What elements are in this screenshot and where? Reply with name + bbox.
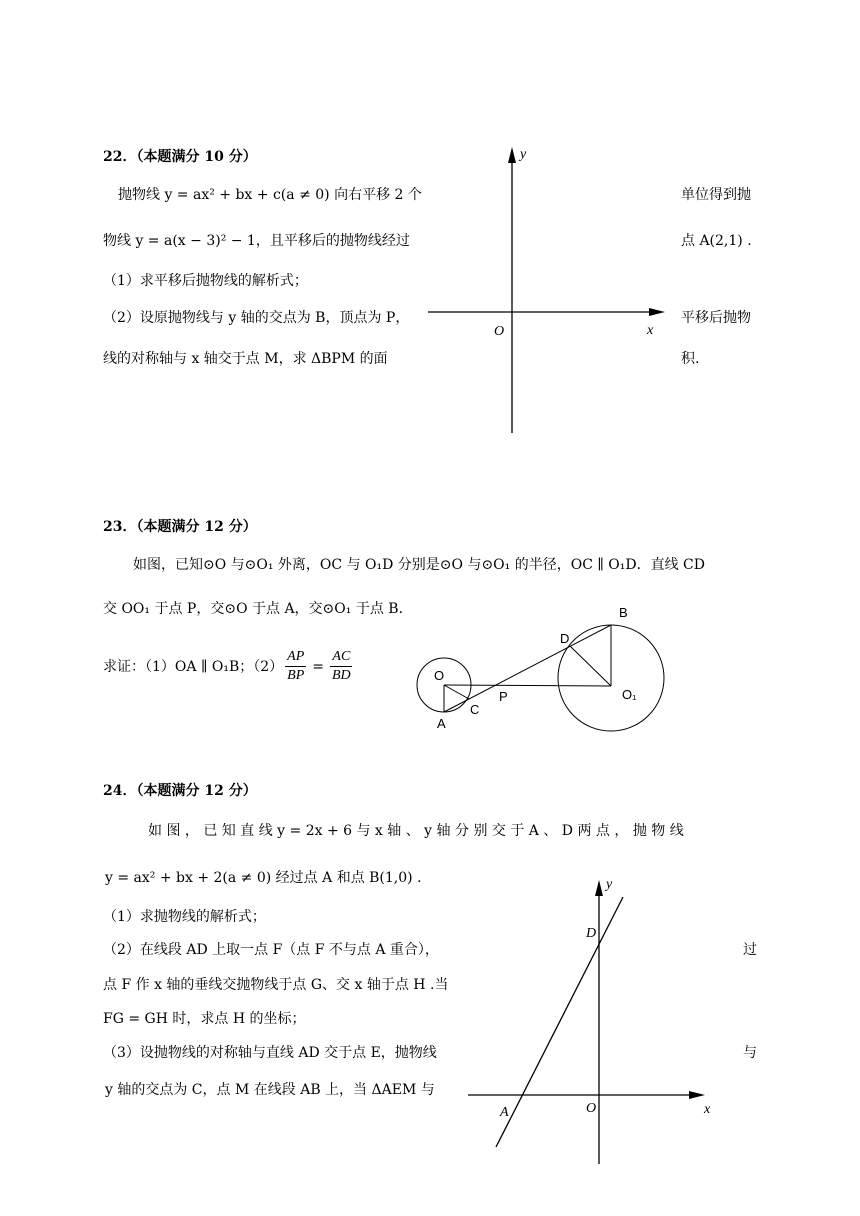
q23-line-ab	[444, 625, 611, 712]
q23-label-b: B	[619, 605, 628, 620]
q22-x-arrow	[649, 308, 665, 316]
q22-part2b-left: 线的对称轴与 x 轴交于点 M，求 ΔBPM 的面	[103, 351, 388, 367]
q22-x-label: x	[647, 323, 654, 338]
q24-header: 24．（本题满分 12 分）	[103, 783, 257, 799]
q24-origin-label: O	[586, 1101, 597, 1116]
q24-line-ad	[496, 897, 623, 1147]
q23-prove-prefix: 求证：（1）OA ∥ O₁B；（2）	[103, 658, 284, 675]
q23-figure	[417, 625, 664, 731]
q22-part2b-right: 积.	[681, 351, 700, 367]
q23-label-a: A	[437, 716, 446, 731]
q24-line1: 如 图 ， 已 知 直 线 y = 2x + 6 与 x 轴 、 y 轴 分 别 交 于 A 、 D 两 点 ， 抛 物 线	[148, 823, 684, 839]
q23-label-c: C	[470, 702, 480, 717]
q22-origin-label: O	[494, 324, 505, 339]
q23-segment-oc	[444, 685, 469, 699]
q22-header: 22．（本题满分 10 分）	[103, 149, 257, 165]
q23-equals: =	[312, 658, 324, 675]
q22-y-label: y	[520, 147, 527, 162]
q24-x-label: x	[704, 1102, 711, 1117]
q23-segment-o1d	[570, 646, 611, 686]
q22-line1-right: 单位得到抛	[681, 187, 751, 203]
q22-line2-right: 点 A(2,1) .	[681, 233, 752, 249]
q23-frac-right-den: BD	[332, 668, 351, 683]
q24-line2: y = ax² + bx + 2(a ≠ 0) 经过点 A 和点 B(1,0) .	[105, 870, 422, 886]
q24-y-label: y	[606, 877, 613, 892]
q24-figure	[468, 877, 711, 1164]
q24-label-a: A	[500, 1105, 509, 1120]
q23-label-o: O	[434, 668, 445, 683]
q24-part3-right: 与	[743, 1045, 757, 1061]
q23-frac-left-den: BP	[287, 668, 305, 683]
q23-line1: 如图，已知⊙O 与⊙O₁ 外离，OC 与 O₁D 分别是⊙O 与⊙O₁ 的半径，OC ∥ O₁D．直线 CD	[133, 557, 705, 573]
q23-label-o1: O₁	[622, 687, 637, 702]
q23-line2: 交 OO₁ 于点 P，交⊙O 于点 A，交⊙O₁ 于点 B．	[103, 601, 413, 617]
q22-axes	[428, 147, 665, 433]
q23-header: 23．（本题满分 12 分）	[103, 519, 257, 535]
q23-label-d: D	[560, 631, 570, 646]
q24-part2-right: 过	[743, 942, 757, 958]
q23-label-p: P	[499, 689, 508, 704]
q23-frac-right-num: AC	[330, 650, 352, 667]
q24-label-d: D	[586, 926, 597, 941]
q24-part3-left: （3）设抛物线的对称轴与直线 AD 交于点 E，抛物线	[103, 1045, 437, 1061]
q24-part1: （1）求抛物线的解析式；	[103, 909, 266, 925]
q24-part3b: y 轴的交点为 C，点 M 在线段 AB 上，当 ΔAEM 与	[105, 1082, 435, 1098]
q24-part2-left: （2）在线段 AD 上取一点 F（点 F 不与点 A 重合），	[103, 942, 439, 958]
q24-part2b: 点 F 作 x 轴的垂线交抛物线于点 G、交 x 轴于点 H .当	[103, 977, 449, 993]
q22-line2-left: 物线 y = a(x − 3)² − 1，且平移后的抛物线经过	[103, 233, 410, 249]
q22-part2-left: （2）设原抛物线与 y 轴的交点为 B，顶点为 P，	[103, 310, 410, 326]
q24-part2c: FG = GH 时，求点 H 的坐标；	[103, 1011, 306, 1027]
q22-part2-right: 平移后抛物	[681, 310, 751, 326]
q22-y-arrow	[508, 147, 516, 163]
q23-frac-left-num: AP	[285, 650, 306, 667]
q22-part1: （1）求平移后抛物线的解析式；	[103, 273, 308, 289]
q24-y-arrow	[595, 880, 603, 896]
q23-line-oo1	[444, 685, 611, 686]
q22-line1-left: 抛物线 y = ax² + bx + c(a ≠ 0) 向右平移 2 个	[118, 187, 422, 203]
q24-x-arrow	[689, 1091, 705, 1099]
